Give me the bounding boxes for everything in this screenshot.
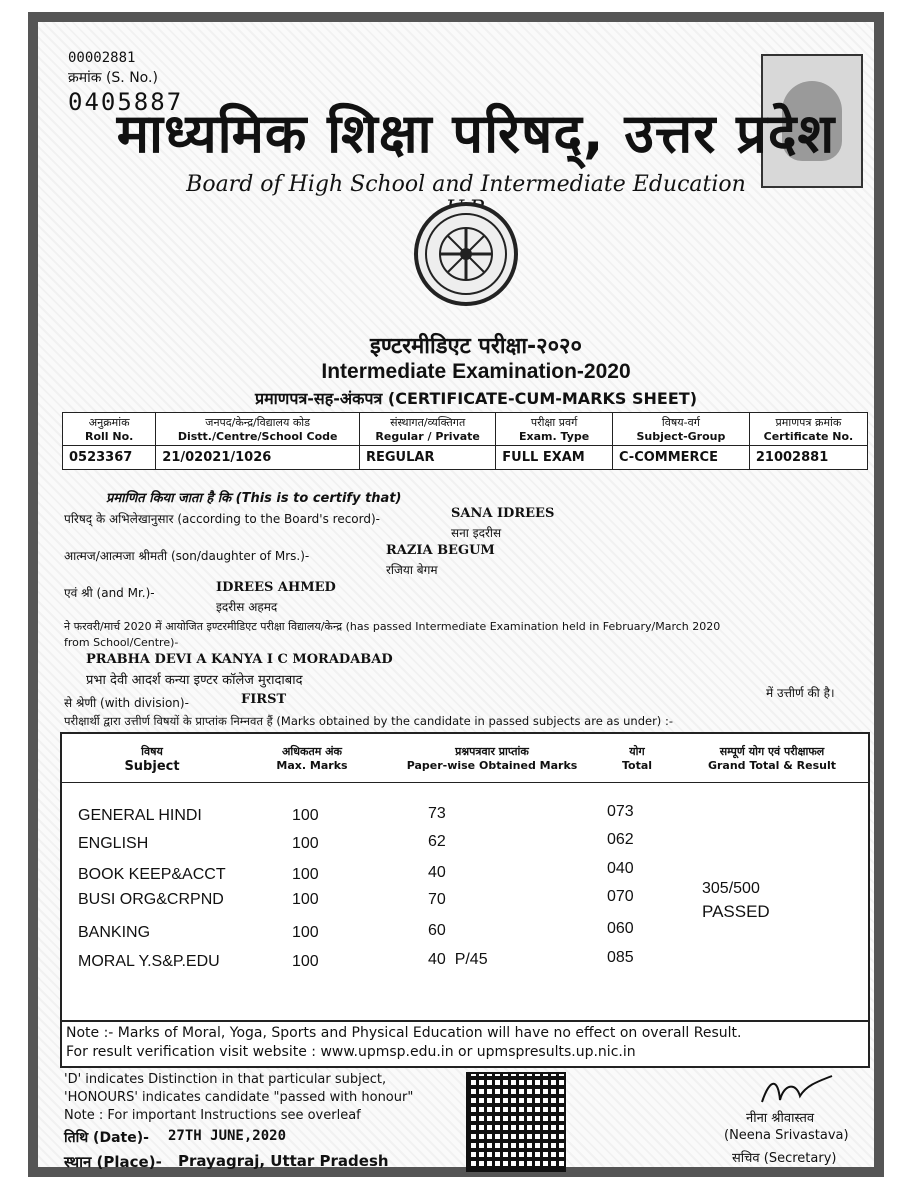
note-line-1: Note :- Marks of Moral, Yoga, Sports and Physical Education will have no effect on overall Result. — [66, 1025, 742, 1041]
subject-name: MORAL Y.S&P.EDU — [78, 953, 220, 970]
header-exam-type: परीक्षा प्रवर्ग Exam. Type — [496, 413, 613, 446]
header-certificate-no: प्रमाणपत्र क्रमांक Certificate No. — [749, 413, 867, 446]
header-school-code: जनपद/केन्द्र/विद्यालय कोड Distt./Centre/School Code — [156, 413, 360, 446]
max-marks: 100 — [292, 807, 319, 824]
obtained-marks: 70 — [428, 891, 446, 908]
result-status: PASSED — [702, 902, 770, 921]
total-marks: 085 — [607, 949, 634, 966]
header-divider — [62, 782, 868, 783]
max-marks: 100 — [292, 835, 319, 852]
subject-group-value: C-COMMERCE — [612, 446, 749, 470]
exam-title-english: Intermediate Examination-2020 — [321, 360, 631, 383]
serial-label: क्रमांक (S. No.) — [68, 70, 158, 86]
candidate-name-en: SANA IDREES — [451, 506, 555, 521]
total-marks: 070 — [607, 888, 634, 905]
father-name-en: IDREES AHMED — [216, 580, 336, 595]
obtained-marks: 73 — [428, 805, 446, 822]
total-marks: 062 — [607, 831, 634, 848]
record-label: परिषद् के अभिलेखानुसार (according to the Board's record)- — [64, 512, 380, 526]
subject-name: GENERAL HINDI — [78, 807, 202, 824]
date-label: तिथि (Date)- — [64, 1130, 149, 1146]
board-emblem — [414, 202, 518, 306]
subject-name: ENGLISH — [78, 835, 149, 852]
candidate-name-hi: सना इदरीस — [451, 526, 502, 540]
certify-intro: प्रमाणित किया जाता है कि (This is to certify that) — [106, 491, 402, 506]
division-label: से श्रेणी (with division)- — [64, 696, 189, 710]
col-max-header: अधिकतम अंक Max. Marks — [276, 745, 348, 772]
date-value: 27TH JUNE,2020 — [168, 1128, 287, 1144]
exam-type-value: FULL EXAM — [496, 446, 613, 470]
verification-line: For result verification visit website : www.upmsp.edu.in or upmspresults.up.nic.in — [66, 1044, 636, 1060]
header-subject-group: विषय-वर्ग Subject-Group — [612, 413, 749, 446]
honours-note: 'HONOURS' indicates candidate "passed with honour" — [64, 1090, 414, 1105]
col-total-header: योग Total — [621, 745, 653, 772]
header-roll-no: अनुक्रमांक Roll No. — [63, 413, 156, 446]
signature-icon — [756, 1072, 836, 1108]
header-regular-private: संस्थागत/व्यक्तिगत Regular / Private — [360, 413, 496, 446]
obtained-marks: 40 — [428, 864, 446, 881]
obtained-marks: 60 — [428, 922, 446, 939]
marksheet-content — [56, 32, 864, 1171]
passed-suffix: में उत्तीर्ण की है। — [766, 686, 835, 700]
instructions-note: Note : For important Instructions see overleaf — [64, 1108, 361, 1123]
total-marks: 040 — [607, 860, 634, 877]
candidate-info-table — [62, 412, 868, 470]
signatory-name-hi: नीना श्रीवास्तव — [746, 1111, 815, 1126]
place-value: Prayagraj, Uttar Pradesh — [178, 1152, 389, 1170]
school-name-hi: प्रभा देवी आदर्श कन्या इण्टर कॉलेज मुरादाबाद — [86, 673, 303, 688]
col-grand-header: सम्पूर्ण योग एवं परीक्षाफल Grand Total & Result — [707, 745, 837, 772]
distinction-note: 'D' indicates Distinction in that particular subject, — [64, 1072, 387, 1087]
max-marks: 100 — [292, 924, 319, 941]
serial-code: 0405887 — [68, 88, 184, 116]
roll-no-value: 0523367 — [63, 446, 156, 470]
max-marks: 100 — [292, 891, 319, 908]
subject-name: BUSI ORG&CRPND — [78, 891, 224, 908]
school-code-value: 21/02021/1026 — [156, 446, 360, 470]
subject-name: BOOK KEEP&ACCT — [78, 866, 226, 883]
serial-number: 00002881 — [68, 50, 136, 66]
obtained-marks: 62 — [428, 833, 446, 850]
mother-label: आत्मज/आत्मजा श्रीमती (son/daughter of Mrs.)- — [64, 549, 310, 563]
board-name-hindi: माध्यमिक शिक्षा परिषद्, उत्तर प्रदेश — [116, 102, 836, 165]
place-label: स्थान (Place)- — [64, 1153, 162, 1171]
certificate-title: प्रमाणपत्र-सह-अंकपत्र (CERTIFICATE-CUM-MARKS SHEET) — [254, 389, 698, 408]
marksheet-page — [28, 12, 884, 1177]
mother-name-hi: रजिया बेगम — [386, 563, 438, 577]
total-marks: 060 — [607, 920, 634, 937]
grand-total: 305/500 — [702, 880, 760, 897]
marks-table — [60, 732, 870, 1024]
total-marks: 073 — [607, 803, 634, 820]
school-name-en: PRABHA DEVI A KANYA I C MORADABAD — [86, 652, 393, 667]
col-subject-header: विषय Subject — [124, 745, 180, 774]
col-obtained-header: प्रश्नपत्रवार प्राप्तांक Paper-wise Obtained Marks — [406, 745, 578, 772]
qr-code-icon — [466, 1072, 566, 1172]
certificate-no-value: 21002881 — [749, 446, 867, 470]
max-marks: 100 — [292, 866, 319, 883]
division-value: FIRST — [241, 692, 287, 707]
regular-private-value: REGULAR — [360, 446, 496, 470]
passed-line: ने फरवरी/मार्च 2020 में आयोजित इण्टरमीडिएट परीक्षा विद्यालय/केन्द्र (has passed Intermediate Examination held in February/March 2020 — [64, 620, 721, 633]
subject-name: BANKING — [78, 924, 151, 941]
board-name-english: Board of High School and Intermediate Education — [186, 172, 746, 197]
max-marks: 100 — [292, 953, 319, 970]
signatory-name-en: (Neena Srivastava) — [724, 1128, 849, 1143]
signatory-designation: सचिव (Secretary) — [732, 1151, 837, 1166]
obtained-marks: 40 P/45 — [428, 951, 488, 968]
father-label: एवं श्री (and Mr.)- — [64, 586, 155, 600]
mother-name-en: RAZIA BEGUM — [386, 543, 495, 558]
from-school-label: from School/Centre)- — [64, 636, 179, 649]
father-name-hi: इदरीस अहमद — [216, 600, 278, 614]
emblem-icon — [422, 210, 510, 298]
exam-title-hindi: इण्टरमीडिएट परीक्षा-२०२० — [370, 334, 582, 359]
note-box — [60, 1020, 870, 1068]
marks-intro: परीक्षार्थी द्वारा उत्तीर्ण विषयों के प्राप्तांक निम्नवत हैं (Marks obtained by the candidate in passed subjects are as under) :- — [64, 714, 673, 728]
